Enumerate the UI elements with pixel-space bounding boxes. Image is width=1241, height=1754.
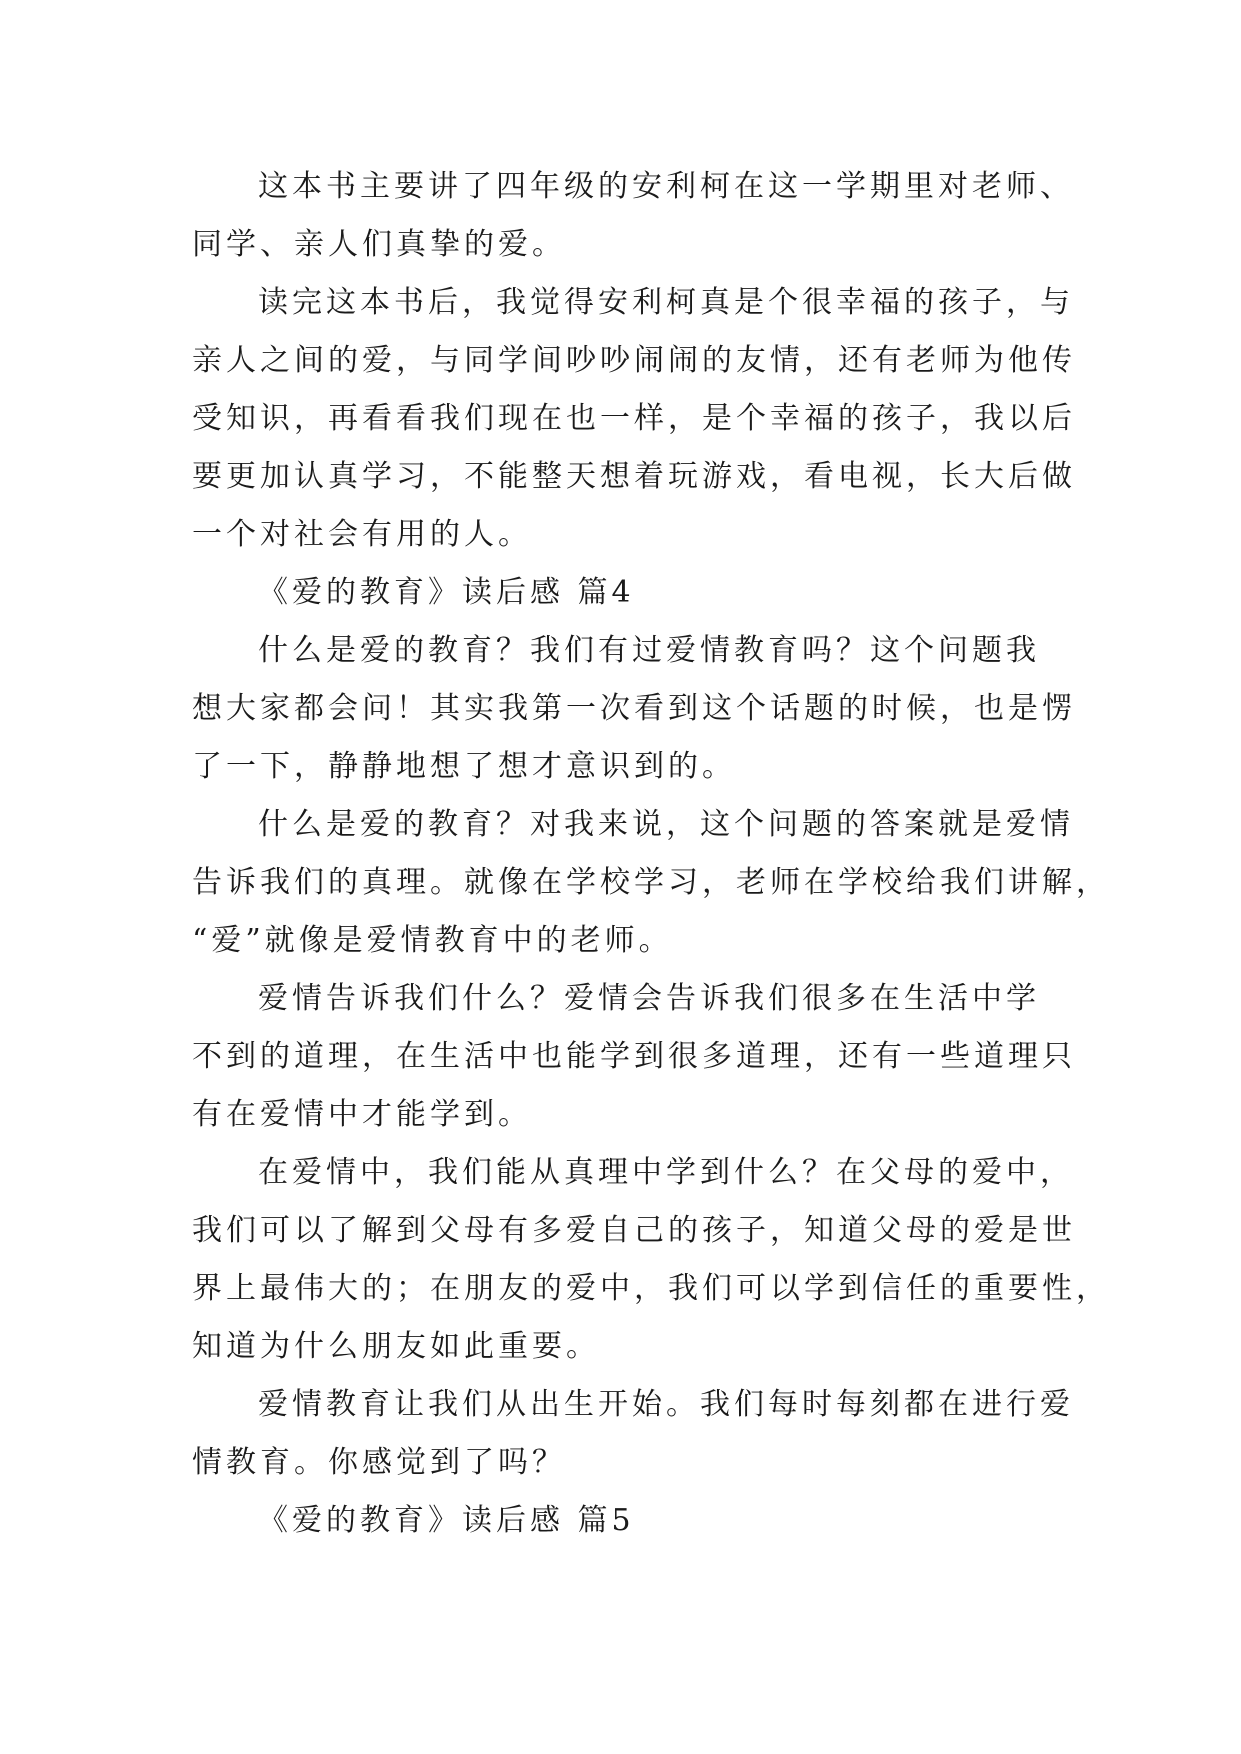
- paragraph-line: “爱”就像是爱情教育中的老师。: [192, 923, 673, 958]
- section-heading: 《爱的教育》读后感 篇4: [258, 575, 635, 610]
- paragraph-line: 这本书主要讲了四年级的安利柯在这一学期里对老师、: [258, 169, 1074, 204]
- paragraph-line: 知道为什么朋友如此重要。: [192, 1329, 600, 1364]
- paragraph-line: 不到的道理，在生活中也能学到很多道理，还有一些道理只: [192, 1039, 1076, 1074]
- paragraph-line: 同学、亲人们真挚的爱。: [192, 227, 566, 262]
- paragraph-line: 告诉我们的真理。就像在学校学习，老师在学校给我们讲解，: [192, 865, 1110, 900]
- paragraph-line: 亲人之间的爱，与同学间吵吵闹闹的友情，还有老师为他传: [192, 343, 1076, 378]
- paragraph-line: 要更加认真学习，不能整天想着玩游戏，看电视，长大后做: [192, 459, 1076, 494]
- paragraph-line: 有在爱情中才能学到。: [192, 1097, 532, 1132]
- paragraph-line: 在爱情中，我们能从真理中学到什么？在父母的爱中，: [258, 1155, 1074, 1190]
- paragraph-line: 受知识，再看看我们现在也一样，是个幸福的孩子，我以后: [192, 401, 1076, 436]
- paragraph-line: 爱情告诉我们什么？爱情会告诉我们很多在生活中学: [258, 981, 1040, 1016]
- paragraph-line: 一个对社会有用的人。: [192, 517, 532, 552]
- paragraph-line: 什么是爱的教育？我们有过爱情教育吗？这个问题我: [258, 633, 1040, 668]
- paragraph-line: 什么是爱的教育？对我来说，这个问题的答案就是爱情: [258, 807, 1074, 842]
- paragraph-line: 想大家都会问！其实我第一次看到这个话题的时候，也是愣: [192, 691, 1076, 726]
- paragraph-line: 了一下，静静地想了想才意识到的。: [192, 749, 736, 784]
- paragraph-line: 我们可以了解到父母有多爱自己的孩子，知道父母的爱是世: [192, 1213, 1076, 1248]
- document-body: [192, 158, 1110, 1550]
- paragraph-line: 读完这本书后，我觉得安利柯真是个很幸福的孩子，与: [258, 285, 1074, 320]
- paragraph-line: 爱情教育让我们从出生开始。我们每时每刻都在进行爱: [258, 1387, 1074, 1422]
- paragraph-line: 情教育。你感觉到了吗？: [192, 1445, 566, 1480]
- section-heading: 《爱的教育》读后感 篇5: [258, 1503, 635, 1538]
- paragraph-line: 界上最伟大的；在朋友的爱中，我们可以学到信任的重要性，: [192, 1271, 1110, 1306]
